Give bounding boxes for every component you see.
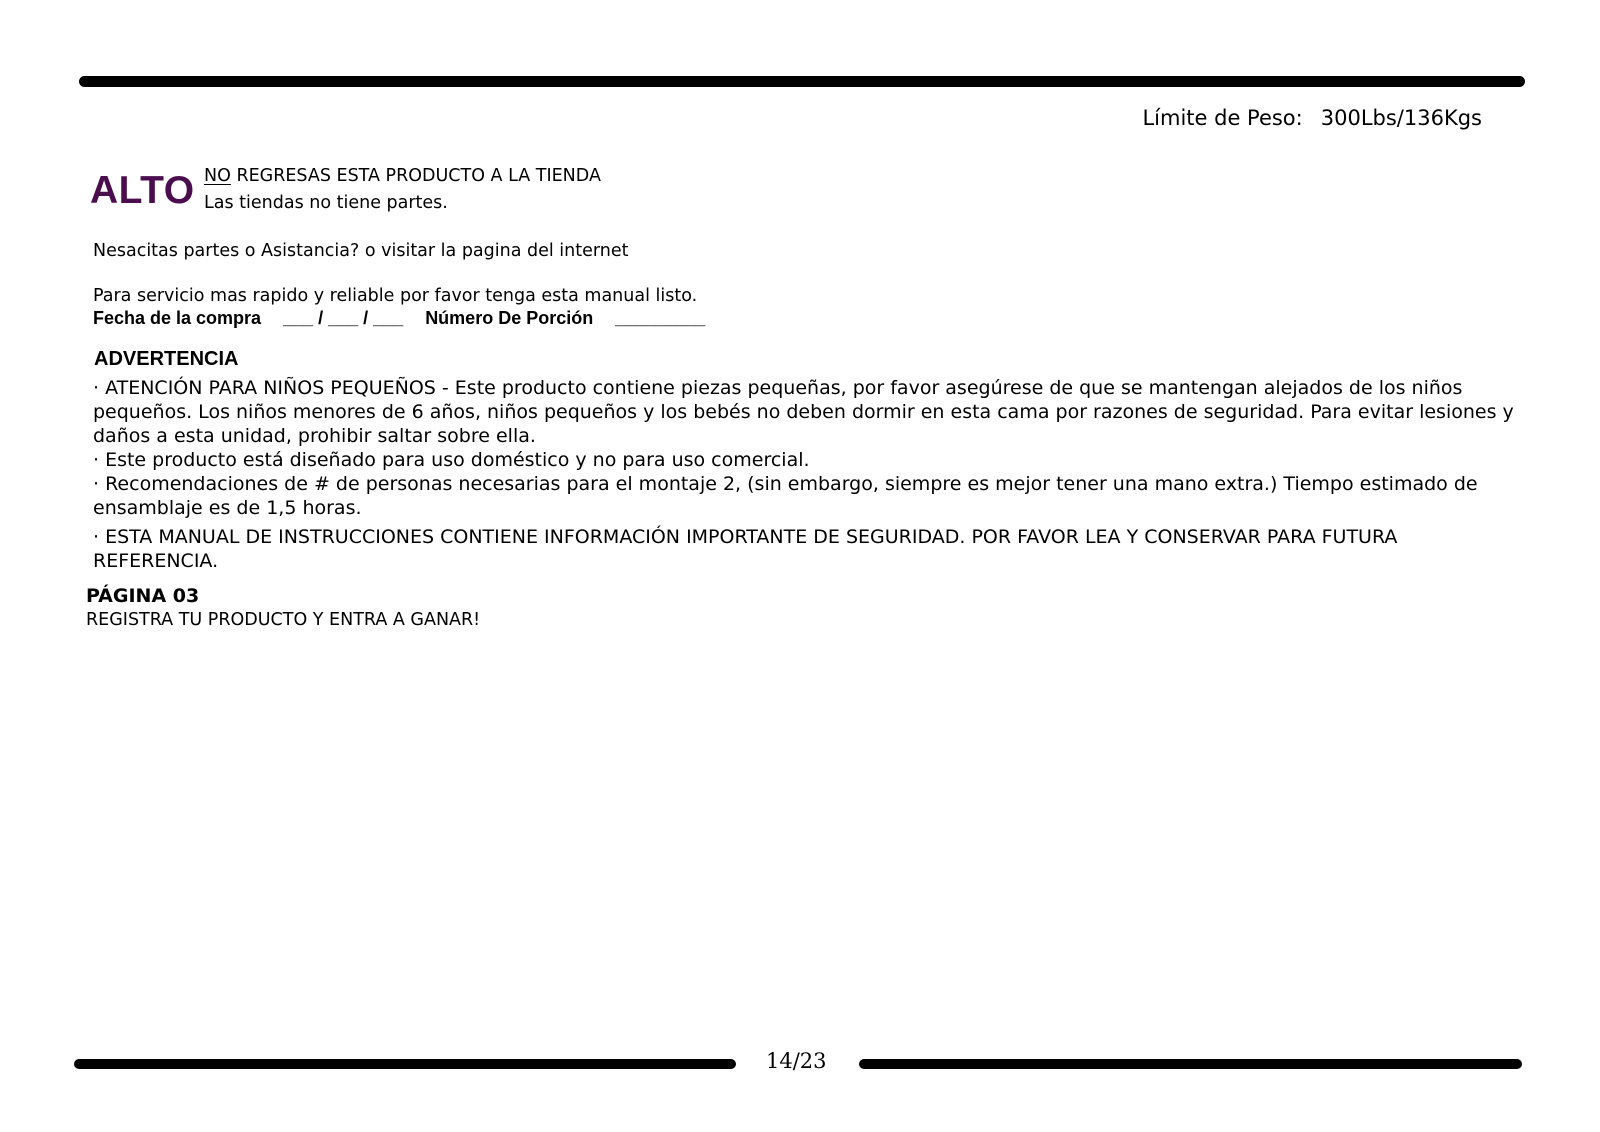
page-reference-label: PÁGINA 03: [86, 585, 200, 607]
portion-number-label: Número De Porción: [425, 308, 594, 328]
top-divider: [79, 76, 1525, 87]
help-text: Nesacitas partes o Asistancia? o visitar la pagina del internet: [93, 241, 629, 261]
stop-notice-line2: Las tiendas no tiene partes.: [204, 193, 448, 213]
warning-item: · ESTA MANUAL DE INSTRUCCIONES CONTIENE INFORMACIÓN IMPORTANTE DE SEGURIDAD. POR FAVOR LEA Y CONSERVAR PARA FUTURA REFERENCIA.: [93, 526, 1398, 572]
portion-number-blank: _________: [615, 308, 706, 328]
warning-item: · Este producto está diseñado para uso doméstico y no para uso comercial.: [93, 449, 810, 471]
footer-divider-left: [74, 1059, 736, 1069]
stop-heading: ALTO: [90, 169, 195, 212]
warning-item: · ATENCIÓN PARA NIÑOS PEQUEÑOS - Este producto contiene piezas pequeñas, por favor asegúrese de que se mantengan alejados de los niños pequeños. Los niños menores de 6 años, niños pequeños y los bebés no deben dormir en esta cama por razones de seguridad. Para evitar lesiones y daños a esta unidad, prohibir saltar sobre ella.: [93, 377, 1514, 447]
page-number: 14/23: [766, 1049, 827, 1073]
stop-notice-line1-text: REGRESAS ESTA PRODUCTO A LA TIENDA: [230, 166, 601, 186]
service-text: Para servicio mas rapido y reliable por favor tenga esta manual listo.: [93, 286, 698, 306]
weight-limit-value: 300Lbs/136Kgs: [1320, 106, 1482, 130]
warning-title: ADVERTENCIA: [94, 348, 239, 370]
purchase-form-line: [93, 308, 705, 329]
footer-divider-right: [859, 1059, 1522, 1069]
weight-limit-label: Límite de Peso:: [1142, 106, 1303, 130]
stop-notice-emphasis: NO: [204, 166, 231, 186]
purchase-date-label: Fecha de la compra: [93, 308, 262, 328]
stop-notice-line1: [204, 166, 601, 186]
warning-item: · Recomendaciones de # de personas necesarias para el montaje 2, (sin embargo, siempre es mejor tener una mano extra.) Tiempo estimado de ensamblaje es de 1,5 horas.: [93, 473, 1478, 519]
warning-list: [93, 376, 1523, 573]
purchase-date-blank: ___ / ___ / ___: [283, 308, 404, 328]
weight-limit: [1142, 106, 1482, 130]
register-text: REGISTRA TU PRODUCTO Y ENTRA A GANAR!: [86, 610, 481, 630]
